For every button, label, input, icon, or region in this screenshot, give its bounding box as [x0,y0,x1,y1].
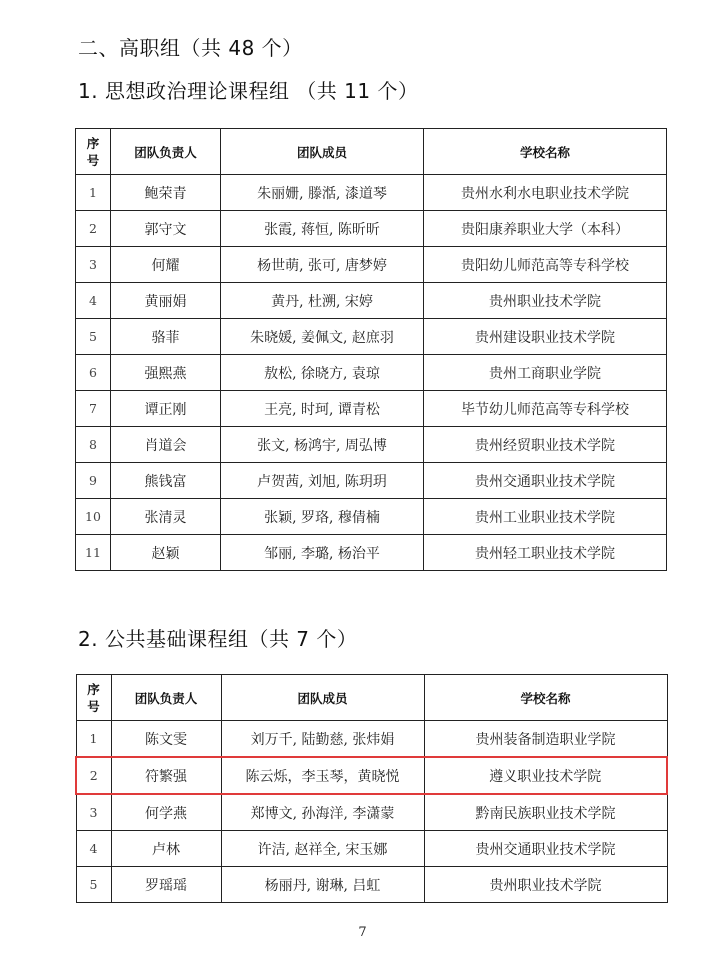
table-row [76,175,667,211]
cell-school: 遵义职业技术学院 [424,757,667,794]
table-row [76,391,667,427]
header-members: 团队成员 [221,675,424,721]
cell-school: 贵州交通职业技术学院 [424,463,667,499]
cell-members: 杨丽丹, 谢琳, 吕虹 [221,867,424,903]
cell-seq: 2 [76,211,111,247]
cell-members: 黄丹, 杜溯, 宋婷 [221,283,424,319]
table-row [76,247,667,283]
cell-members: 卢贺茜, 刘旭, 陈玥玥 [221,463,424,499]
cell-members: 朱晓媛, 姜佩文, 赵庶羽 [221,319,424,355]
table-row [76,463,667,499]
cell-seq: 3 [76,247,111,283]
cell-school: 贵州经贸职业技术学院 [424,427,667,463]
table-row [76,721,667,758]
cell-members: 张文, 杨鸿宇, 周弘博 [221,427,424,463]
cell-members: 王亮, 时珂, 谭青松 [221,391,424,427]
section-title-ideology: 1. 思想政治理论课程组 （共 11 个） [78,79,419,103]
cell-school: 贵州水利水电职业技术学院 [424,175,667,211]
cell-school: 毕节幼儿师范高等专科学校 [424,391,667,427]
table-row-highlighted [76,757,667,794]
header-leader: 团队负责人 [111,129,221,175]
header-seq-label: 序 号 [86,135,100,168]
cell-seq: 2 [76,757,111,794]
cell-leader: 熊钱富 [111,463,221,499]
cell-seq: 9 [76,463,111,499]
page-heading: 二、高职组（共 48 个） [78,36,303,60]
header-school: 学校名称 [424,675,667,721]
cell-seq: 5 [76,867,111,903]
cell-seq: 8 [76,427,111,463]
cell-school: 贵州建设职业技术学院 [424,319,667,355]
page-number: 7 [358,925,367,940]
header-seq [76,129,111,175]
table-row [76,794,667,831]
cell-members: 张颖, 罗珞, 穆倩楠 [221,499,424,535]
cell-leader: 张清灵 [111,499,221,535]
cell-leader: 赵颖 [111,535,221,571]
table-row [76,867,667,903]
cell-leader: 骆菲 [111,319,221,355]
header-members: 团队成员 [221,129,424,175]
cell-school: 贵州装备制造职业学院 [424,721,667,758]
cell-seq: 1 [76,721,111,758]
table-row [76,319,667,355]
cell-seq: 5 [76,319,111,355]
header-school: 学校名称 [424,129,667,175]
cell-seq: 7 [76,391,111,427]
cell-members: 刘万千, 陆勤慈, 张炜娟 [221,721,424,758]
cell-members: 邹丽, 李璐, 杨治平 [221,535,424,571]
header-seq [76,675,111,721]
header-leader: 团队负责人 [111,675,221,721]
section-title-public-foundation: 2. 公共基础课程组（共 7 个） [78,627,358,651]
cell-members: 张霞, 蒋恒, 陈昕昕 [221,211,424,247]
cell-school: 黔南民族职业技术学院 [424,794,667,831]
cell-members: 许洁, 赵祥全, 宋玉娜 [221,831,424,867]
table-row [76,499,667,535]
cell-leader: 强熙燕 [111,355,221,391]
header-seq-label: 序 号 [87,681,100,714]
cell-leader: 黄丽娟 [111,283,221,319]
cell-seq: 6 [76,355,111,391]
cell-school: 贵州职业技术学院 [424,867,667,903]
cell-school: 贵阳幼儿师范高等专科学校 [424,247,667,283]
cell-members: 杨世萌, 张可, 唐梦婷 [221,247,424,283]
cell-leader: 卢林 [111,831,221,867]
cell-seq: 4 [76,831,111,867]
cell-leader: 何学燕 [111,794,221,831]
cell-school: 贵阳康养职业大学（本科） [424,211,667,247]
cell-leader: 谭正刚 [111,391,221,427]
table-row [76,211,667,247]
cell-members: 陈云烁，李玉琴，黄晓悦 [221,757,424,794]
table-row [76,427,667,463]
table-row [76,355,667,391]
cell-leader: 罗瑶瑶 [111,867,221,903]
cell-leader: 鲍荣青 [111,175,221,211]
table-row [76,535,667,571]
public-foundation-course-table [75,674,668,903]
cell-school: 贵州工业职业技术学院 [424,499,667,535]
cell-school: 贵州工商职业学院 [424,355,667,391]
cell-seq: 4 [76,283,111,319]
cell-leader: 符繁强 [111,757,221,794]
cell-school: 贵州职业技术学院 [424,283,667,319]
cell-leader: 陈文雯 [111,721,221,758]
cell-seq: 1 [76,175,111,211]
cell-seq: 3 [76,794,111,831]
cell-leader: 肖道会 [111,427,221,463]
cell-members: 朱丽姗, 滕湉, 漆道琴 [221,175,424,211]
cell-leader: 郭守文 [111,211,221,247]
cell-school: 贵州交通职业技术学院 [424,831,667,867]
table-row [76,831,667,867]
table-row [76,283,667,319]
table-header-row [76,129,667,175]
table-header-row [76,675,667,721]
cell-members: 郑博文, 孙海洋, 李潇蒙 [221,794,424,831]
ideology-course-table [75,128,667,571]
cell-leader: 何耀 [111,247,221,283]
cell-seq: 10 [76,499,111,535]
cell-school: 贵州轻工职业技术学院 [424,535,667,571]
cell-seq: 11 [76,535,111,571]
cell-members: 敖松, 徐晓方, 袁琼 [221,355,424,391]
